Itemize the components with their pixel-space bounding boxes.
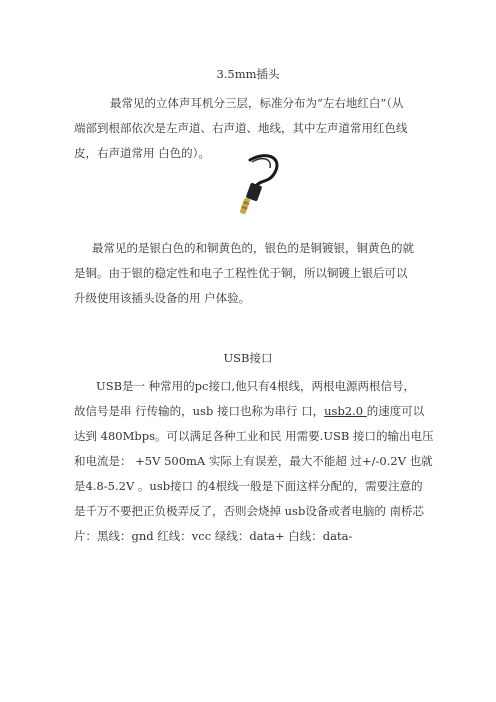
text-line: 是千万不要把正负极弄反了，否则会烧掉 usb设备或者电脑的 南桥芯 <box>74 504 424 518</box>
text-line: 端部到根部依次是左声道、右声道、地线，其中左声道常用红色线 <box>74 121 408 135</box>
text-line: 最常见的是银白色的和铜黄色的，银色的是铜镀银，铜黄色的就 <box>92 241 414 255</box>
text-line: 是铜。由于银的稳定性和电子工程性优于铜，所以铜镀上银后可以 <box>74 266 408 280</box>
usb-version-underlined: usb2.0 <box>324 404 367 418</box>
section-heading-3-5mm-plug: 3.5mm插头 <box>216 67 280 81</box>
text-line: 故信号是串 行传输的，usb 接口也称为串行 口，usb2.0 的速度可以 <box>74 404 425 418</box>
text-line: 皮，右声道常用 白色的）。 <box>74 146 210 160</box>
text-line: 片：黑线：gnd 红线：vcc 绿线：data+ 白线：data- <box>74 529 353 543</box>
text-line: 最常见的立体声耳机分三层，标准分布为“左右地红白”（从 <box>110 96 404 110</box>
headphone-plug-photo <box>222 150 302 220</box>
paragraph-plug-colors <box>74 236 434 311</box>
text-line: 升级使用该插头设备的用 户体验。 <box>74 291 251 305</box>
section-heading-usb: USB接口 <box>223 351 273 365</box>
text-line: 和电流是： +5V 500mA 实际上有误差，最大不能超 过+/-0.2V 也就 <box>74 454 433 468</box>
text-line: USB是一 种常用的pc接口,他只有4根线，两根电源两根信号， <box>96 379 415 393</box>
paragraph-usb <box>74 374 434 549</box>
text-line: 是4.8-5.2V 。usb接口 的4根线一般是下面这样分配的，需要注意的 <box>74 479 423 493</box>
text-line: 达到 480Mbps。可以满足各种工业和民 用需要.USB 接口的输出电压 <box>74 429 434 443</box>
